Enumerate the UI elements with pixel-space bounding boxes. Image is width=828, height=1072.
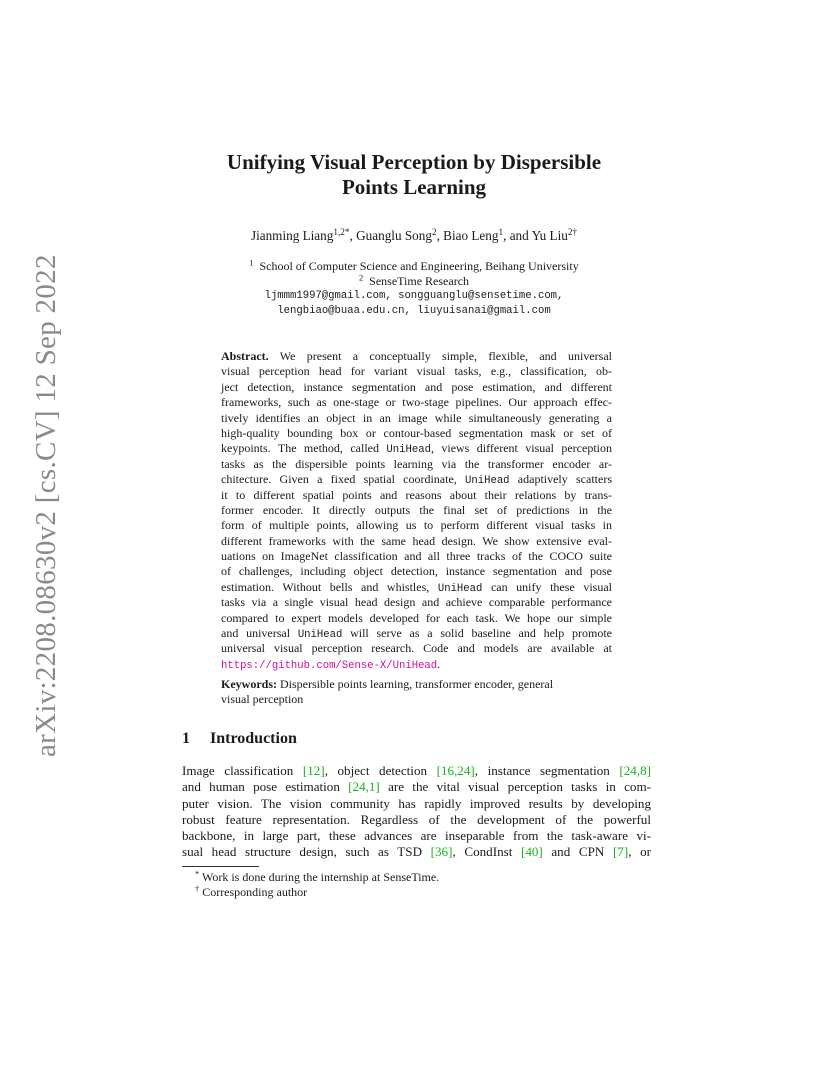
abstract-line <box>221 380 612 395</box>
abstract-text: chitecture. Given a fixed spatial coordinate, <box>221 472 466 487</box>
footnote-1-text: Work is done during the internship at SenseTime. <box>201 870 440 884</box>
intro-line <box>182 844 651 860</box>
footnote-1-mark: * <box>195 869 200 879</box>
author-name: Jianming Liang <box>250 228 334 243</box>
citation-link[interactable]: [40] <box>520 844 543 860</box>
intro-text: Image classification <box>182 763 303 778</box>
method-name-code: UniHead <box>437 582 483 595</box>
abstract-line <box>221 395 612 410</box>
abstract-text: uations on ImageNet classification and all three tracks of the COCO suite <box>221 549 612 564</box>
abstract-text: it to different spatial points and reasons about their relations by trans- <box>221 487 612 502</box>
method-name-code: UniHead <box>297 629 343 642</box>
author-list <box>180 228 648 244</box>
citation-link[interactable]: [7] <box>612 844 629 860</box>
abstract-line <box>221 611 612 626</box>
title-line-1: Unifying Visual Perception by Dispersible <box>226 150 602 174</box>
author-affiliation-mark: 2† <box>567 226 578 237</box>
abstract-text: visual perception head for variant visual tasks, e.g., classification, ob- <box>221 364 612 379</box>
author-name: Guanglu Song <box>356 228 432 243</box>
abstract-text: estimation. Without bells and whistles, <box>221 579 438 594</box>
intro-line <box>182 779 651 795</box>
footnote-rule <box>182 866 259 867</box>
intro-line <box>182 828 651 844</box>
intro-text: backbone, in large part, these advances are inseparable from the task-aware vi- <box>182 828 651 844</box>
abstract-line <box>221 426 612 441</box>
keywords-label: Keywords: <box>221 677 277 691</box>
section-title: Introduction <box>210 730 297 747</box>
keywords-text-1: Dispersible points learning, transformer encoder, general <box>277 677 554 691</box>
abstract-text: compared to expert models developed for each task. We hope our simple <box>221 610 612 625</box>
affiliation-2-mark: 2 <box>358 273 364 283</box>
intro-text: , instance segmentation <box>474 763 620 778</box>
abstract-text: can unify these visual <box>482 579 612 594</box>
citation-link[interactable]: [12] <box>302 763 325 778</box>
email-line-1: ljmmm1997@gmail.com, songguanglu@sensetime.com, <box>264 290 564 302</box>
abstract-text: and universal <box>221 626 298 641</box>
citation-link[interactable]: [36] <box>430 844 453 860</box>
footnote-2 <box>195 885 307 900</box>
introduction-body <box>182 763 651 861</box>
footnote-2-text: Corresponding author <box>202 885 308 899</box>
abstract-text: tasks via a single visual head design and achieve comparable performance <box>221 595 612 610</box>
intro-text: and CPN <box>542 844 613 860</box>
abstract-line <box>221 564 612 579</box>
abstract-line <box>221 488 612 503</box>
intro-line <box>182 812 651 828</box>
keywords-text-2: visual perception <box>221 692 304 707</box>
intro-text: robust feature representation. Regardless of the development of the powerful <box>182 811 651 827</box>
affiliation-1-text: School of Computer Science and Engineering, Beihang University <box>259 259 579 273</box>
author-affiliation-mark: 2 <box>431 226 437 237</box>
author-separator: , and <box>503 228 532 243</box>
abstract-text: adaptively scatters <box>509 472 612 487</box>
affiliation-2-text: SenseTime Research <box>369 274 470 288</box>
author-affiliation-mark: 1,2* <box>333 226 350 237</box>
code-repository-link[interactable]: https://github.com/Sense-X/UniHead <box>221 659 438 672</box>
abstract <box>221 349 612 672</box>
method-name-code: UniHead <box>386 444 431 457</box>
abstract-line <box>221 503 612 518</box>
affiliation-1-mark: 1 <box>249 258 254 268</box>
intro-text: , or <box>628 844 651 860</box>
author-affiliation-mark: 1 <box>498 226 504 237</box>
abstract-text: tively identifies an object in an image while simultaneously generating a <box>221 410 612 425</box>
abstract-text: will serve as a solid baseline and help promote <box>342 626 612 641</box>
abstract-line <box>221 457 612 472</box>
abstract-text: We present a conceptually simple, flexible, and universal <box>268 349 612 363</box>
abstract-line <box>221 641 612 656</box>
abstract-line <box>221 411 612 426</box>
abstract-line <box>221 549 612 564</box>
abstract-line <box>221 472 612 487</box>
email-line-2: lengbiao@buaa.edu.cn, liuyuisanai@gmail.com <box>277 305 551 317</box>
intro-text: puter vision. The vision community has rapidly improved results by developing <box>182 795 651 811</box>
abstract-text: frameworks, such as one-stage or two-stage pipelines. Our approach effec- <box>221 395 612 410</box>
abstract-text: high-quality bounding box or contour-based segmentation mask or set of <box>221 425 612 440</box>
abstract-text: form of multiple points, allowing us to perform different visual tasks in <box>221 518 612 533</box>
title-line-2: Points Learning <box>341 175 487 199</box>
abstract-line <box>221 349 612 364</box>
abstract-line <box>221 518 612 533</box>
abstract-line <box>221 441 612 456</box>
intro-text: sual head structure design, such as TSD <box>182 844 431 860</box>
footnote-1 <box>195 870 439 885</box>
abstract-text: keypoints. The method, called <box>221 441 387 456</box>
abstract-label: Abstract. <box>221 349 269 363</box>
abstract-line <box>221 657 612 672</box>
citation-link[interactable]: [24,8] <box>619 763 652 778</box>
author-name: Yu Liu <box>531 228 568 243</box>
method-name-code: UniHead <box>465 475 510 488</box>
abstract-line <box>221 580 612 595</box>
keywords <box>221 677 612 708</box>
author-separator: , <box>349 228 357 243</box>
author-name: Biao Leng <box>443 228 499 243</box>
citation-link[interactable]: [24,1] <box>348 779 380 795</box>
affiliation-2 <box>180 274 648 289</box>
abstract-line <box>221 595 612 610</box>
abstract-text: of challenges, including object detection, instance segmentation and pose <box>221 564 612 579</box>
abstract-text: tasks as the dispersible points learning via the transformer encoder ar- <box>221 456 612 471</box>
section-heading <box>182 730 297 748</box>
abstract-line <box>221 364 612 379</box>
intro-text: and human pose estimation <box>182 779 349 795</box>
affiliation-1 <box>180 259 648 274</box>
footnote-2-mark: † <box>195 884 200 894</box>
paper-title <box>180 150 648 200</box>
abstract-line <box>221 626 612 641</box>
intro-text: are the vital visual perception tasks in com- <box>379 779 651 795</box>
abstract-text: , views different visual perception <box>430 441 612 456</box>
abstract-line <box>221 534 612 549</box>
abstract-text: . <box>437 656 441 671</box>
intro-line <box>182 796 651 812</box>
citation-link[interactable]: [16,24] <box>436 763 475 778</box>
abstract-text: universal visual perception research. Code and models are available at <box>221 641 612 656</box>
abstract-text: different frameworks with the same head design. We show extensive eval- <box>221 533 612 548</box>
section-number: 1 <box>182 730 190 747</box>
abstract-text: ject detection, instance segmentation and pose estimation, and different <box>221 379 612 394</box>
arxiv-identifier-stamp: arXiv:2208.08630v2 [cs.CV] 12 Sep 2022 <box>30 254 62 757</box>
abstract-text: former encoder. It directly outputs the final set of predictions in the <box>221 502 612 517</box>
intro-text: , object detection <box>324 763 437 778</box>
author-separator: , <box>436 228 444 243</box>
intro-line <box>182 763 651 779</box>
intro-text: , CondInst <box>452 844 521 860</box>
